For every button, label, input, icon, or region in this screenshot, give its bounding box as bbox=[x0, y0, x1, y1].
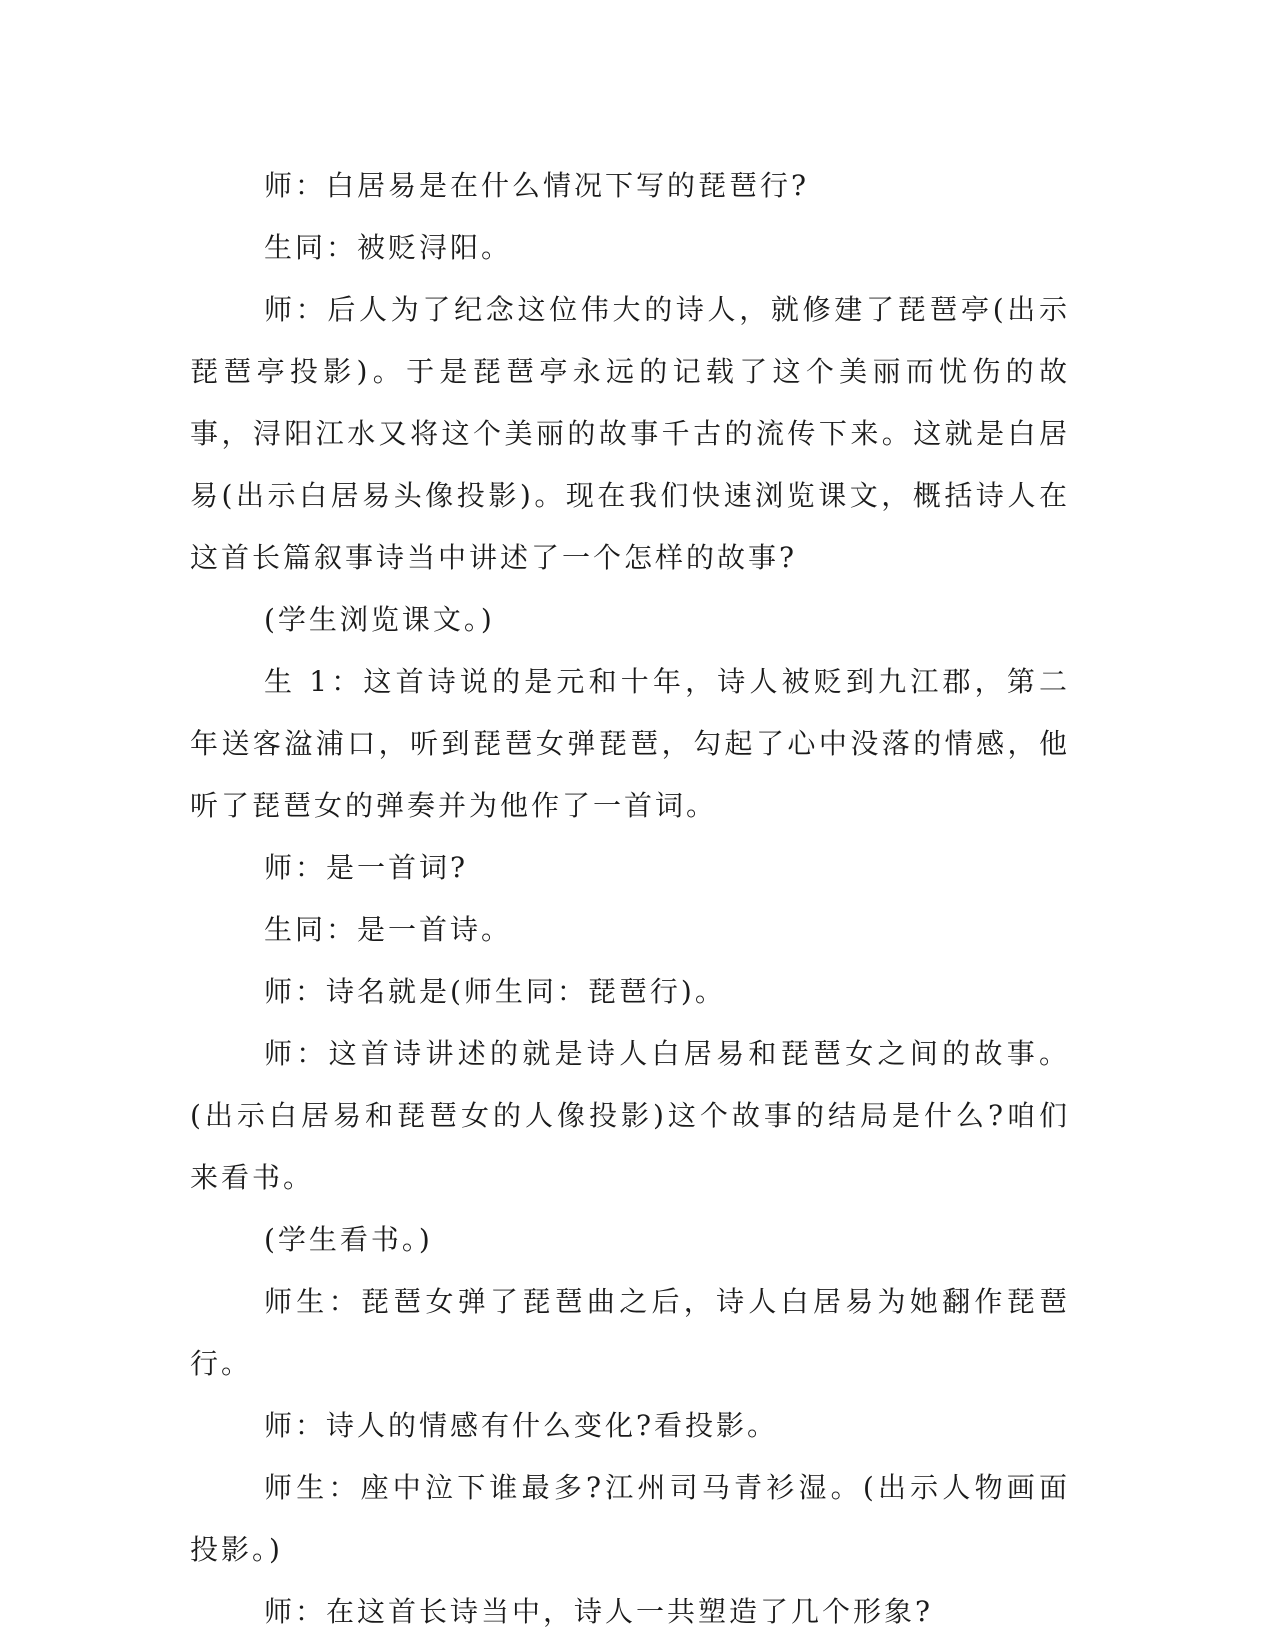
document-body bbox=[190, 155, 1070, 1643]
paragraph: 师：这首诗讲述的就是诗人白居易和琵琶女之间的故事。(出示白居易和琵琶女的人像投影)这个故事的结局是什么?咱们来看书。 bbox=[190, 1037, 1070, 1194]
paragraph: 师：后人为了纪念这位伟大的诗人，就修建了琵琶亭(出示琵琶亭投影)。于是琵琶亭永远的记载了这个美丽而忧伤的故事，浔阳江水又将这个美丽的故事千古的流传下来。这就是白居易(出示白居易头像投影)。现在我们快速浏览课文，概括诗人在这首长篇叙事诗当中讲述了一个怎样的故事? bbox=[190, 293, 1070, 574]
paragraph: 生同：是一首诗。 bbox=[264, 913, 513, 946]
paragraph: (学生看书。) bbox=[264, 1223, 433, 1256]
paragraph: 师：是一首词? bbox=[264, 851, 469, 884]
paragraph: 师生：座中泣下谁最多?江州司马青衫湿。(出示人物画面投影。) bbox=[190, 1471, 1070, 1566]
paragraph: 生 1：这首诗说的是元和十年，诗人被贬到九江郡，第二年送客湓浦口，听到琵琶女弹琵琶，勾起了心中没落的情感，他听了琵琶女的弹奏并为他作了一首词。 bbox=[190, 665, 1070, 822]
paragraph: 师：诗名就是(师生同：琵琶行)。 bbox=[264, 975, 726, 1008]
paragraph: 师生：琵琶女弹了琵琶曲之后，诗人白居易为她翻作琵琶行。 bbox=[190, 1285, 1070, 1380]
paragraph: 师：白居易是在什么情况下写的琵琶行? bbox=[264, 169, 810, 202]
paragraph: 师：在这首长诗当中，诗人一共塑造了几个形象? bbox=[264, 1595, 934, 1628]
paragraph: (学生浏览课文。) bbox=[264, 603, 495, 636]
paragraph: 师：诗人的情感有什么变化?看投影。 bbox=[264, 1409, 779, 1442]
paragraph: 生同：被贬浔阳。 bbox=[264, 231, 513, 264]
